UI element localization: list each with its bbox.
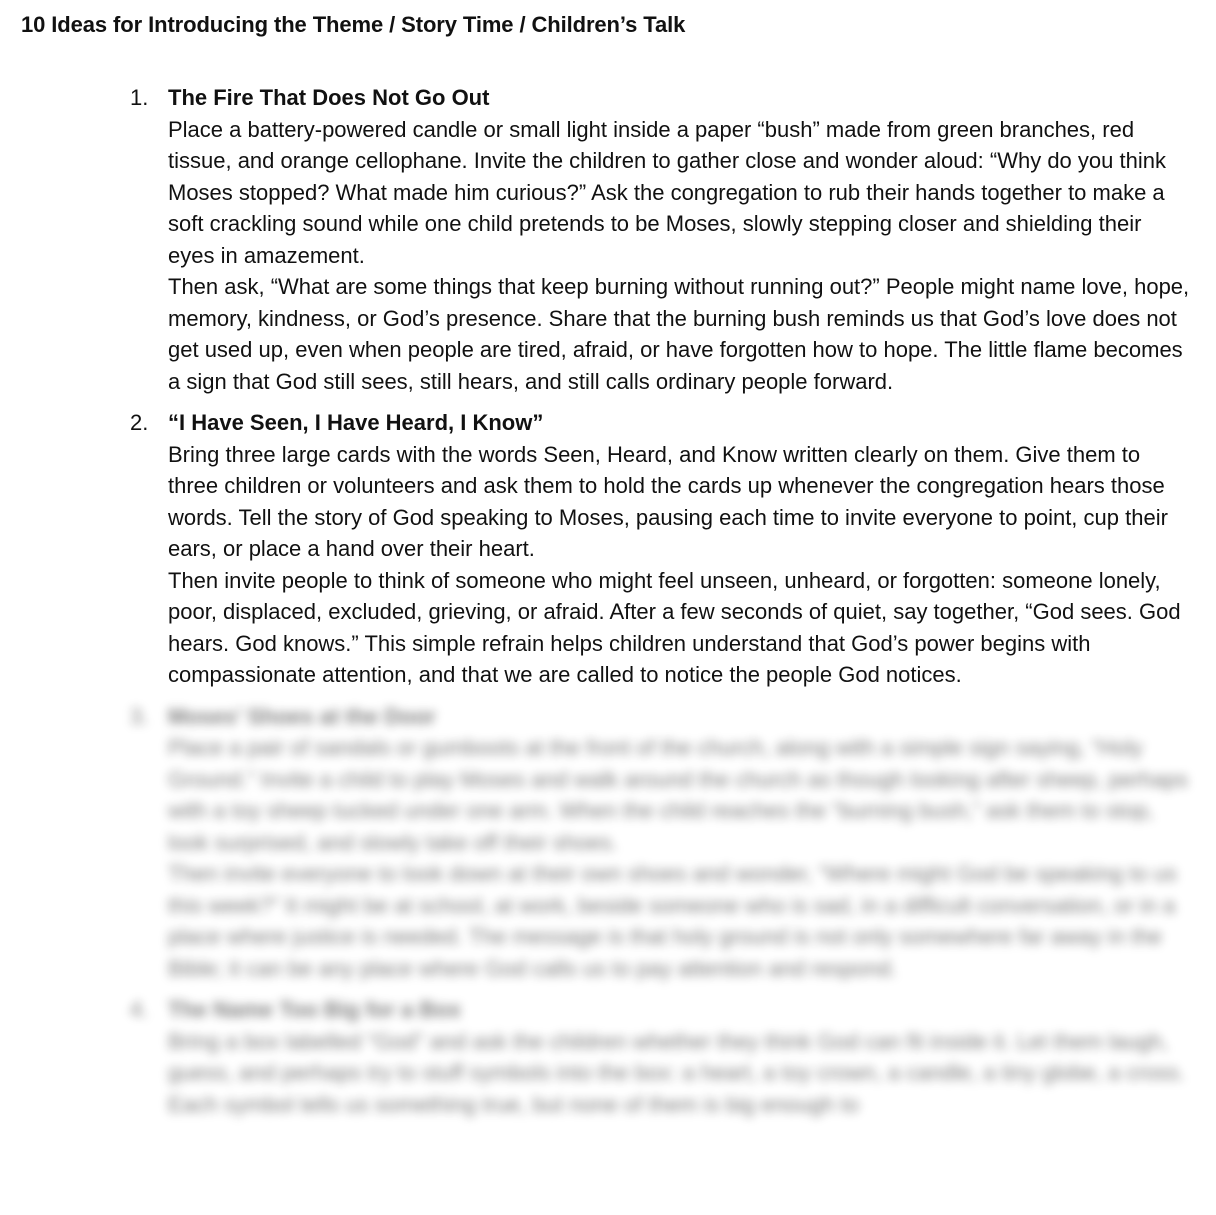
- item-heading: “I Have Seen, I Have Heard, I Know”: [168, 410, 544, 435]
- item-paragraph: Then invite people to think of someone who might feel unseen, unheard, or forgotten: someone lonely, poor, displaced, excluded, grieving, or afraid. After a few seconds of quiet, say together, “God sees. God hears. God knows.” This simple refrain helps children understand that God’s power begins with compassionate attention, and that we are called to notice the people God notices.: [168, 567, 1181, 687]
- item-paragraph: Then invite everyone to look down at their own shoes and wonder, “Where might God be speaking to us this week?” It might be at school, at work, beside someone who is sad, in a difficult conversation, or in a place where justice is needed. The message is that holy ground is not only somewhere far away in the Bible; it can be any place where God calls us to pay attention and respond.: [168, 861, 1177, 981]
- item-heading: The Name Too Big for a Box: [168, 997, 461, 1022]
- item-paragraph: Place a battery-powered candle or small light inside a paper “bush” made from green branches, red tissue, and orange cellophane. Invite the children to gather close and wonder aloud: “Why do you think Moses stopped? What made him curious?” Ask the congregation to rub their hands together to make a soft crackling sound while one child pretends to be Moses, slowly stepping closer and shielding their eyes in amazement.: [168, 116, 1166, 268]
- item-heading: The Fire That Does Not Go Out: [168, 85, 490, 110]
- item-number: 1.: [130, 85, 149, 110]
- list-item-blurred: [130, 994, 1190, 1120]
- ideas-list: [130, 82, 1190, 1120]
- list-item-blurred: [130, 701, 1190, 985]
- item-paragraph: Bring a box labelled “God” and ask the children whether they think God can fit inside it. Let them laugh, guess, and perhaps try to stuff symbols into the box: a heart, a toy crown, a candle, a tiny globe, a cross. Each symbol tells us something true, but none of them is big enough to: [168, 1028, 1186, 1117]
- page-title: 10 Ideas for Introducing the Theme / Story Time / Children’s Talk: [21, 12, 686, 37]
- item-paragraph: Bring three large cards with the words Seen, Heard, and Know written clearly on them. Give them to three children or volunteers and ask them to hold the cards up whenever the congregation hears those words. Tell the story of God speaking to Moses, pausing each time to invite everyone to point, cup their ears, or place a hand over their heart.: [168, 441, 1168, 561]
- item-number: 4.: [130, 997, 149, 1022]
- list-item: [130, 407, 1190, 691]
- list-item: [130, 82, 1190, 397]
- item-number: 2.: [130, 410, 149, 435]
- item-number: 3.: [130, 703, 149, 729]
- item-paragraph: Place a pair of sandals or gumboots at the front of the church, along with a simple sign saying, “Holy Ground.” Invite a child to play Moses and walk around the church as though looking after sheep, perhaps with a toy sheep tucked under one arm. When the child reaches the “burning bush,” ask them to stop, look surprised, and slowly take off their shoes.: [168, 735, 1188, 855]
- item-heading: Moses’ Shoes at the Door: [168, 703, 436, 729]
- item-paragraph: Then ask, “What are some things that keep burning without running out?” People might name love, hope, memory, kindness, or God’s presence. Share that the burning bush reminds us that God’s love does not get used up, even when people are tired, afraid, or have forgotten how to hope. The little flame becomes a sign that God still sees, still hears, and still calls ordinary people forward.: [168, 274, 1190, 394]
